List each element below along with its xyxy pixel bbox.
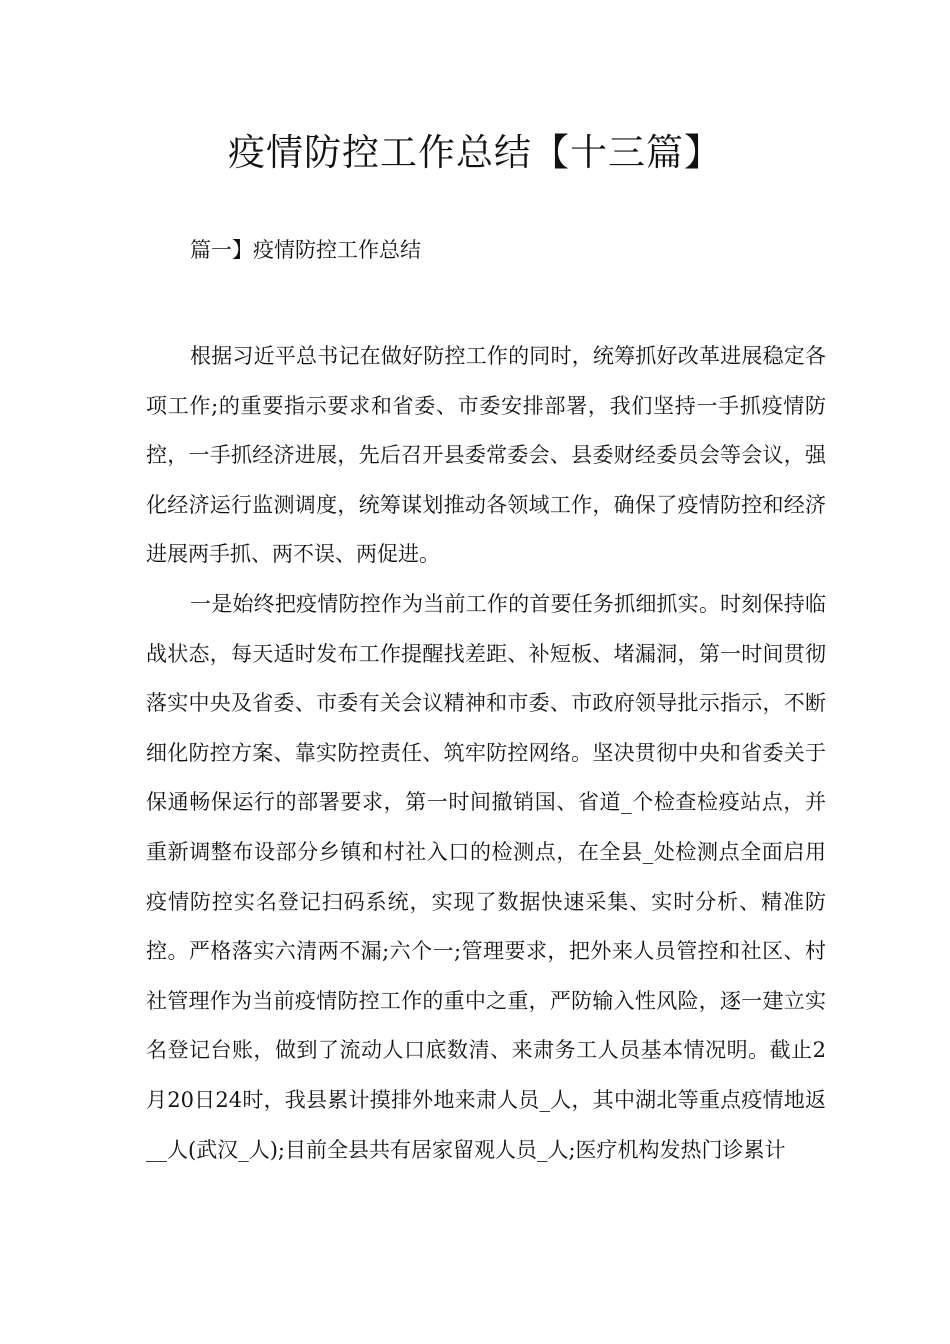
paragraph: 一是始终把疫情防控作为当前工作的首要任务抓细抓实。时刻保持临战状态，每天适时发布工作提醒找差距、补短板、堵漏洞，第一时间贯彻落实中央及省委、市委有关会议精神和市委、市政府领导批示指示，不断细化防控方案、靠实防控责任、筑牢防控网络。坚决贯彻中央和省委关于保通畅保运行的部署要求，第一时间撤销国、省道_个检查检疫站点，并重新调整布设部分乡镇和村社入口的检测点，在全县_处检测点全面启用疫情防控实名登记扫码系统，实现了数据快速采集、实时分析、精准防控。严格落实六清两不漏;六个一;管理要求，把外来人员管控和社区、村社管理作为当前疫情防控工作的重中之重，严防输入性风险，逐一建立实名登记台账，做到了流动人口底数清、来肃务工人员基本情况明。截止2月20日24时，我县累计摸排外地来肃人员_人，其中湖北等重点疫情地返__人(武汉_人);目前全县共有居家留观人员_人;医疗机构发热门诊累计	[146, 591, 826, 1162]
document-title: 疫情防控工作总结【十三篇】	[228, 131, 722, 174]
paragraph: 根据习近平总书记在做好防控工作的同时，统筹抓好改革进展稳定各项工作;的重要指示要求和省委、市委安排部署，我们坚持一手抓疫情防控，一手抓经济进展，先后召开县委常委会、县委财经委员会等会议，强化经济运行监测调度，统筹谋划推动各领域工作，确保了疫情防控和经济进展两手抓、两不误、两促进。	[146, 344, 826, 567]
section-heading: 篇一】疫情防控工作总结	[190, 238, 421, 262]
document-body	[146, 332, 826, 1175]
